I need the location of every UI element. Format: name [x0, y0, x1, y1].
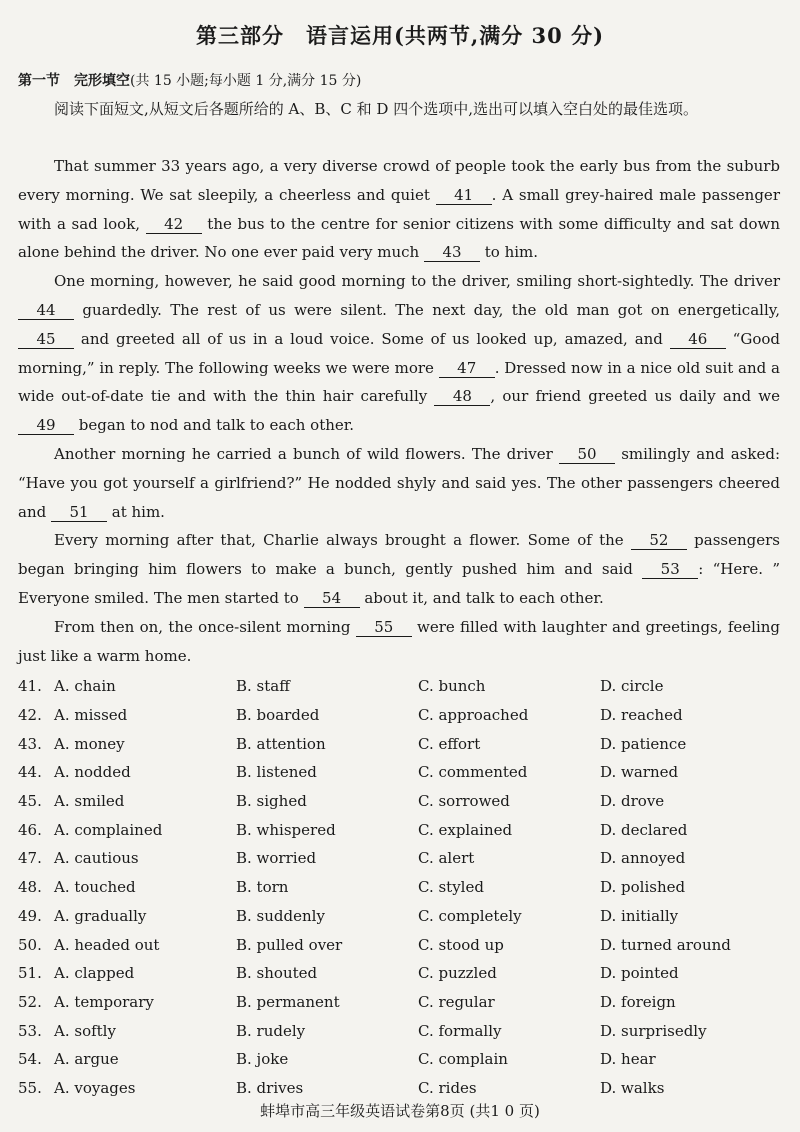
option-c[interactable]: C. commented: [418, 763, 528, 782]
option-row: [18, 959, 780, 988]
instructions-text: 阅读下面短文,从短文后各题所给的 A、B、C 和 D 四个选项中,选出可以填入空白处的最佳选项。: [54, 100, 698, 118]
passage-text: Another morning he carried a bunch of wild flowers. The driver: [54, 444, 559, 463]
option-row: [18, 672, 780, 701]
question-number: 52.: [18, 992, 42, 1011]
option-b[interactable]: B. staff: [236, 677, 290, 696]
passage-text: passengers began bringing him flowers to make a bunch, gently pushed him and said: [18, 531, 780, 579]
option-b[interactable]: B. torn: [236, 878, 289, 897]
option-c[interactable]: C. puzzled: [418, 964, 497, 983]
option-c[interactable]: C. alert: [418, 849, 475, 868]
passage-text: . Dressed now in a nice old suit and a wide out-of-date tie and with the thin hair carefully: [18, 358, 780, 406]
passage-text: , our friend greeted us daily and we: [490, 387, 781, 406]
passage-paragraph: [18, 526, 780, 612]
blank-44[interactable]: 44: [18, 301, 74, 320]
option-c[interactable]: C. styled: [418, 878, 484, 897]
option-row: [18, 701, 780, 730]
question-number: 54.: [18, 1050, 42, 1069]
option-c[interactable]: C. completely: [418, 906, 522, 925]
blank-46[interactable]: 46: [670, 330, 726, 349]
option-d[interactable]: D. walks: [600, 1078, 665, 1097]
blank-54[interactable]: 54: [304, 589, 360, 608]
option-c[interactable]: C. complain: [418, 1050, 508, 1069]
page-footer: 蚌埠市高三年级英语试卷第8页 (共1 0 页): [260, 1102, 540, 1120]
cloze-passage: [18, 152, 780, 670]
option-c[interactable]: C. sorrowed: [418, 792, 510, 811]
option-row: [18, 844, 780, 873]
option-b[interactable]: B. permanent: [236, 992, 340, 1011]
option-c[interactable]: C. bunch: [418, 677, 486, 696]
question-number: 44.: [18, 763, 42, 782]
option-a[interactable]: A. clapped: [54, 964, 135, 983]
passage-text: That summer 33 years ago, a very diverse crowd of people took the early bus from the suburb every morning. We sat sleepily, a cheerless and quiet: [18, 157, 780, 204]
question-number: 47.: [18, 849, 42, 868]
part-title: 第三部分 语言运用(共两节,满分 30 分): [195, 23, 605, 48]
options-list: [18, 672, 780, 1102]
option-row: [18, 988, 780, 1017]
option-row: [18, 815, 780, 844]
option-d[interactable]: D. initially: [600, 906, 679, 925]
option-a[interactable]: A. temporary: [54, 992, 154, 1011]
passage-text: From then on, the once-silent morning: [54, 617, 356, 636]
blank-48[interactable]: 48: [434, 387, 490, 406]
passage-text: smilingly and asked: “Have you got yourself a girlfriend?” He nodded shyly and said yes. The other passengers cheered and: [18, 444, 781, 521]
section-heading: [18, 70, 361, 90]
blank-42[interactable]: 42: [146, 215, 202, 234]
option-row: [18, 787, 780, 816]
question-number: 46.: [18, 820, 42, 839]
passage-paragraph: [18, 613, 780, 671]
question-number: 42.: [18, 706, 42, 725]
question-number: 53.: [18, 1021, 42, 1040]
option-b[interactable]: B. attention: [236, 734, 326, 753]
option-row: [18, 873, 780, 902]
option-row: [18, 1045, 780, 1074]
option-c[interactable]: C. stood up: [418, 935, 504, 954]
instructions: [18, 96, 780, 123]
passage-paragraph: [18, 267, 780, 440]
option-a[interactable]: A. gradually: [54, 906, 147, 925]
option-c[interactable]: C. regular: [418, 992, 495, 1011]
option-row: [18, 729, 780, 758]
option-b[interactable]: B. joke: [236, 1050, 289, 1069]
option-a[interactable]: A. smiled: [54, 792, 125, 811]
blank-50[interactable]: 50: [559, 445, 615, 464]
option-row: [18, 902, 780, 931]
option-d[interactable]: D. surprisedly: [600, 1021, 707, 1040]
option-d[interactable]: D. hear: [600, 1050, 656, 1069]
option-d[interactable]: D. foreign: [600, 992, 676, 1011]
option-b[interactable]: B. pulled over: [236, 935, 343, 954]
option-a[interactable]: A. touched: [54, 878, 136, 897]
option-b[interactable]: B. listened: [236, 763, 317, 782]
passage-text: “Good morning,” in reply. The following weeks we were more: [18, 329, 780, 377]
option-d[interactable]: D. warned: [600, 763, 679, 782]
option-a[interactable]: A. missed: [54, 706, 128, 725]
option-a[interactable]: A. nodded: [54, 763, 131, 782]
question-number: 51.: [18, 964, 42, 983]
option-d[interactable]: D. declared: [600, 820, 688, 839]
question-number: 50.: [18, 935, 42, 954]
passage-paragraph: [18, 440, 780, 526]
option-b[interactable]: B. boarded: [236, 706, 320, 725]
option-a[interactable]: A. chain: [54, 677, 116, 696]
option-d[interactable]: D. circle: [600, 677, 664, 696]
option-row: [18, 930, 780, 959]
option-d[interactable]: D. pointed: [600, 964, 679, 983]
question-number: 48.: [18, 878, 42, 897]
option-d[interactable]: D. turned around: [600, 935, 731, 954]
option-b[interactable]: B. sighed: [236, 792, 307, 811]
option-c[interactable]: C. approached: [418, 706, 529, 725]
blank-41[interactable]: 41: [436, 186, 492, 205]
option-a[interactable]: A. cautious: [54, 849, 139, 868]
option-row: [18, 1016, 780, 1045]
option-d[interactable]: D. patience: [600, 734, 687, 753]
option-c[interactable]: C. rides: [418, 1078, 477, 1097]
passage-text: the bus to the centre for senior citizens with some difficulty and sat down alone behind the driver. No one ever paid very much: [18, 214, 780, 262]
option-b[interactable]: B. worried: [236, 849, 317, 868]
blank-43[interactable]: 43: [424, 243, 480, 262]
question-number: 49.: [18, 906, 42, 925]
passage-text: One morning, however, he said good morning to the driver, smiling short-sightedly. The driver: [54, 272, 780, 291]
option-a[interactable]: A. headed out: [54, 935, 160, 954]
passage-text: to him.: [479, 243, 539, 262]
passage-text: at him.: [106, 502, 165, 521]
passage-text: began to nod and talk to each other.: [74, 416, 355, 435]
passage-text: guardedly. The rest of us were silent. The next day, the old man got on energetically,: [74, 300, 780, 319]
blank-55[interactable]: 55: [356, 618, 412, 637]
question-number: 55.: [18, 1078, 42, 1097]
blank-53[interactable]: 53: [642, 560, 698, 579]
option-c[interactable]: C. effort: [418, 734, 481, 753]
option-a[interactable]: A. argue: [54, 1050, 119, 1069]
option-b[interactable]: B. suddenly: [236, 906, 325, 925]
passage-paragraph: [18, 152, 780, 267]
question-number: 43.: [18, 734, 42, 753]
option-c[interactable]: C. explained: [418, 820, 513, 839]
option-row: [18, 1074, 780, 1103]
passage-text: : “Here. ” Everyone smiled. The men started to: [18, 560, 780, 607]
passage-text: Every morning after that, Charlie always brought a flower. Some of the: [54, 531, 631, 550]
section-info: (共 15 小题;每小题 1 分,满分 15 分): [130, 73, 362, 89]
option-d[interactable]: D. polished: [600, 878, 686, 897]
option-a[interactable]: A. complained: [54, 820, 163, 839]
option-c[interactable]: C. formally: [418, 1021, 502, 1040]
option-d[interactable]: D. reached: [600, 706, 683, 725]
option-a[interactable]: A. softly: [54, 1021, 116, 1040]
option-a[interactable]: A. money: [54, 734, 125, 753]
passage-text: about it, and talk to each other.: [359, 588, 604, 607]
blank-49[interactable]: 49: [18, 416, 74, 435]
blank-51[interactable]: 51: [51, 503, 107, 522]
blank-45[interactable]: 45: [18, 330, 74, 349]
question-number: 45.: [18, 792, 42, 811]
passage-text: and greeted all of us in a loud voice. Some of us looked up, amazed, and: [74, 329, 670, 348]
option-b[interactable]: B. rudely: [236, 1021, 306, 1040]
option-d[interactable]: D. drove: [600, 792, 665, 811]
question-number: 41.: [18, 677, 42, 696]
passage-text: were filled with laughter and greetings, feeling just like a warm home.: [18, 617, 780, 665]
option-b[interactable]: B. whispered: [236, 820, 336, 839]
blank-47[interactable]: 47: [439, 359, 495, 378]
option-row: [18, 758, 780, 787]
option-d[interactable]: D. annoyed: [600, 849, 686, 868]
option-b[interactable]: B. shouted: [236, 964, 318, 983]
blank-52[interactable]: 52: [631, 531, 687, 550]
option-a[interactable]: A. voyages: [54, 1078, 136, 1097]
passage-text: . A small grey-haired male passenger with a sad look,: [18, 185, 780, 233]
option-b[interactable]: B. drives: [236, 1078, 304, 1097]
section-label: 第一节 完形填空: [18, 73, 130, 89]
